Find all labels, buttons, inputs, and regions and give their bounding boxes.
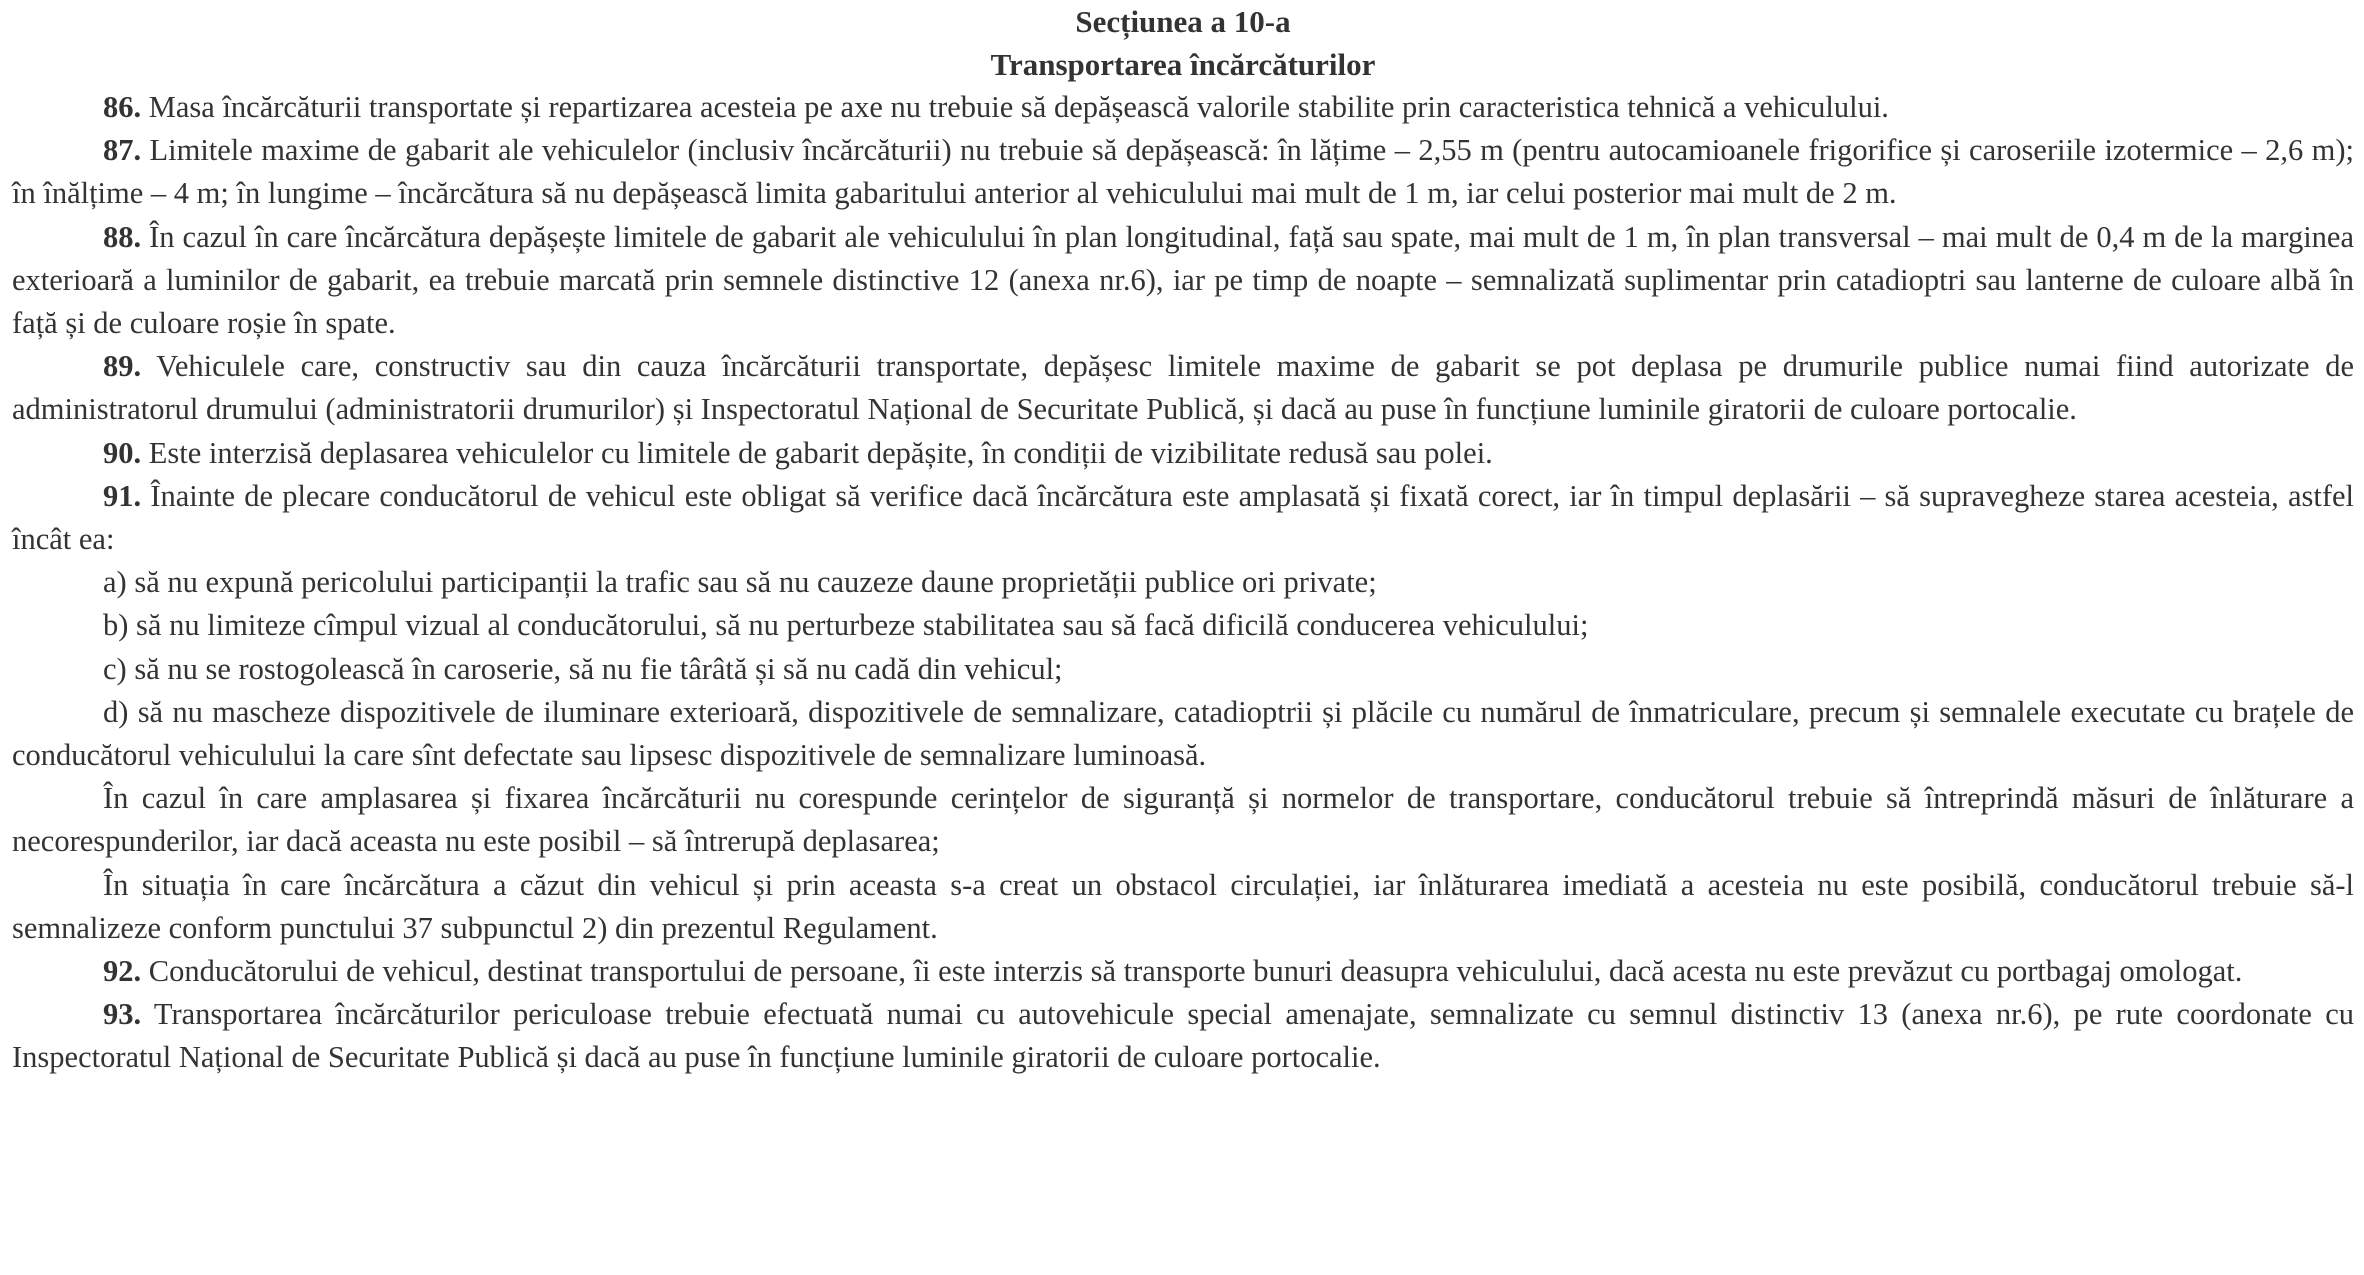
paragraph-text: În cazul în care încărcătura depășește limitele de gabarit ale vehiculului în plan longitudinal, față sau spate, mai mult de 1 m, în plan transversal – mai mult de 0,4 m de la marginea exterioară a luminilor de gabarit, ea trebuie marcată prin semnele distinctive 12 (anexa nr.6), iar pe timp de noapte – semnalizată suplimentar prin catadioptri sau lanterne de culoare albă în față și de culoare roșie în spate. [12,219,2354,341]
paragraph-number: 86. [103,90,142,124]
paragraph-number: 91. [103,478,142,513]
paragraph-text: În situația în care încărcătura a căzut din vehicul și prin aceasta s-a creat un obstacol circulației, iar înlăturarea imediată a acesteia nu este posibilă, conducătorul trebuie să-l semnalizeze conform punctului 37 subpunctul 2) din prezentul Regulament. [12,867,2354,945]
paragraph-text: Limitele maxime de gabarit ale vehiculelor (inclusiv încărcăturii) nu trebuie să depășească: în lățime – 2,55 m (pentru autocamioanele frigorifice și caroseriile izotermice – 2,6 m); în înălțime – 4 m; în lungime – încărcătura să nu depășească limita gabaritului anterior al vehiculului mai mult de 1 m, iar celui posterior mai mult de 2 m. [12,133,2354,211]
subpoint-c [12,648,2354,691]
paragraph-text: a) să nu expună pericolului participanții la trafic sau să nu cauzeze daune proprietății publice ori private; [103,565,1377,600]
paragraph-text: În cazul în care amplasarea și fixarea încărcăturii nu corespunde cerințelor de siguranță și normelor de transportare, conducătorul trebuie să întreprindă măsuri de înlăturare a necorespunderilor, iar dacă aceasta nu este posibil – să întrerupă deplasarea; [12,781,2354,859]
paragraph-text: Este interzisă deplasarea vehiculelor cu limitele de gabarit depășite, în condiții de vizibilitate redusă sau polei. [141,435,1493,470]
paragraph-number: 88. [103,219,142,254]
paragraph-text: Transportarea încărcăturilor periculoase trebuie efectuată numai cu autovehicule special amenajate, semnalizate cu semnul distinctiv 13 (anexa nr.6), pe rute coordonate cu Inspectoratul Național de Securitate Publică și dacă au puse în funcțiune luminile giratorii de culoare portocalie. [12,997,2354,1075]
paragraph-93 [12,993,2354,1079]
subpoint-b [12,604,2354,647]
paragraph-90 [12,432,2354,475]
paragraph-86 [12,86,2354,129]
paragraph-number: 89. [103,349,142,384]
subpoint-d [12,691,2354,777]
paragraph-text: Conducătorului de vehicul, destinat transportului de persoane, îi este interzis să transporte bunuri deasupra vehiculului, dacă acesta nu este prevăzut cu portbagaj omologat. [141,954,2243,989]
paragraph-text: Vehiculele care, constructiv sau din cauza încărcăturii transportate, depășesc limitele maxime de gabarit se pot deplasa pe drumurile publice numai fiind autorizate de administratorul drumului (administratorii drumurilor) și Inspectoratul Național de Securitate Publică, și dacă au puse în funcțiune luminile giratorii de culoare portocalie. [12,349,2354,427]
paragraph-91 [12,475,2354,561]
paragraph-88 [12,216,2354,346]
subpoint-a [12,561,2354,604]
section-title: Secțiunea a 10-a [1075,4,1291,39]
paragraph-number: 92. [103,954,142,989]
paragraph-text: c) să nu se rostogolească în caroserie, să nu fie târâtă și să nu cadă din vehicul; [103,651,1063,686]
paragraph-text: Înainte de plecare conducătorul de vehicul este obligat să verifice dacă încărcătura este amplasată și fixată corect, iar în timpul deplasării – să supravegheze starea acesteia, astfel încât ea: [12,478,2354,557]
section-subtitle: Transportarea încărcăturilor [990,47,1376,82]
paragraph-text: Masa încărcăturii transportate și repartizarea acesteia pe axe nu trebuie să depășească valorile stabilite prin caracteristica tehnică a vehiculului. [141,90,1889,124]
paragraph-92 [12,950,2354,993]
paragraph-91-note-1 [12,777,2354,863]
paragraph-number: 93. [103,997,142,1032]
paragraph-91-note-2 [12,864,2354,950]
paragraph-number: 90. [103,435,142,470]
paragraph-text: d) să nu mascheze dispozitivele de iluminare exterioară, dispozitivele de semnalizare, catadioptrii și plăcile cu numărul de înmatriculare, precum și semnalele executate cu brațele de conducătorul vehiculului la care sînt defectate sau lipsesc dispozitivele de semnalizare luminoasă. [12,694,2354,773]
paragraph-89 [12,345,2354,431]
paragraph-number: 87. [103,133,142,168]
paragraph-text: b) să nu limiteze cîmpul vizual al conducătorului, să nu perturbeze stabilitatea sau să facă dificilă conducerea vehiculului; [103,608,1589,643]
paragraph-87 [12,129,2354,215]
